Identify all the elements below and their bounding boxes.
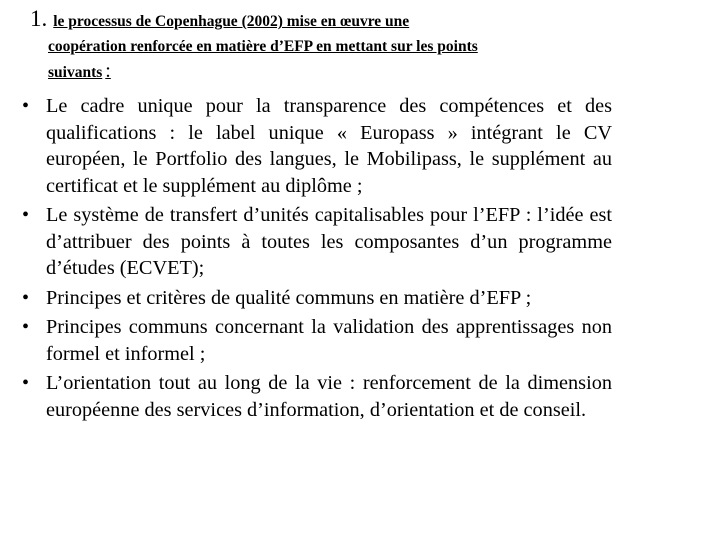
bullet-text: Le système de transfert d’unités capitalisables pour l’EFP : l’idée est d’attribuer des points à toutes les composantes d’un programme d’études (ECVET); xyxy=(46,204,612,279)
heading-text-1: le processus de Copenhague (2002) mise en œuvre une xyxy=(53,13,410,30)
bullet-text: Principes et critères de qualité communs en matière d’EFP ; xyxy=(46,286,532,309)
bullet-icon: • xyxy=(22,286,30,309)
list-item xyxy=(22,370,612,423)
list-item xyxy=(22,202,612,282)
list-item xyxy=(22,285,612,312)
list-item xyxy=(22,93,612,199)
heading-text-2: coopération renforcée en matière d’EFP en mettant sur les points xyxy=(48,38,478,55)
bullet-text: Principes communs concernant la validation des apprentissages non formel et informel ; xyxy=(46,316,612,365)
heading-text-3: suivants xyxy=(48,64,103,81)
heading xyxy=(30,6,670,85)
heading-colon: : xyxy=(105,60,111,82)
heading-number: 1. xyxy=(30,6,48,31)
list-item xyxy=(22,314,612,367)
heading-line-2 xyxy=(30,34,670,59)
bullet-icon: • xyxy=(22,372,30,394)
heading-line-3 xyxy=(30,59,670,85)
bullet-list xyxy=(22,93,612,426)
bullet-icon: • xyxy=(22,316,30,338)
bullet-text: L’orientation tout au long de la vie : renforcement de la dimension européenne des services d’information, d’orientation et de conseil. xyxy=(46,372,612,421)
bullet-icon: • xyxy=(22,95,30,117)
bullet-icon: • xyxy=(22,204,30,226)
heading-line-1 xyxy=(30,6,670,34)
bullet-text: Le cadre unique pour la transparence des compétences et des qualifications : le label unique « Europass » intégrant le CV européen, le Portfolio des langues, le Mobilipass, le supplément au certificat et le supplément au diplôme ; xyxy=(46,95,612,197)
